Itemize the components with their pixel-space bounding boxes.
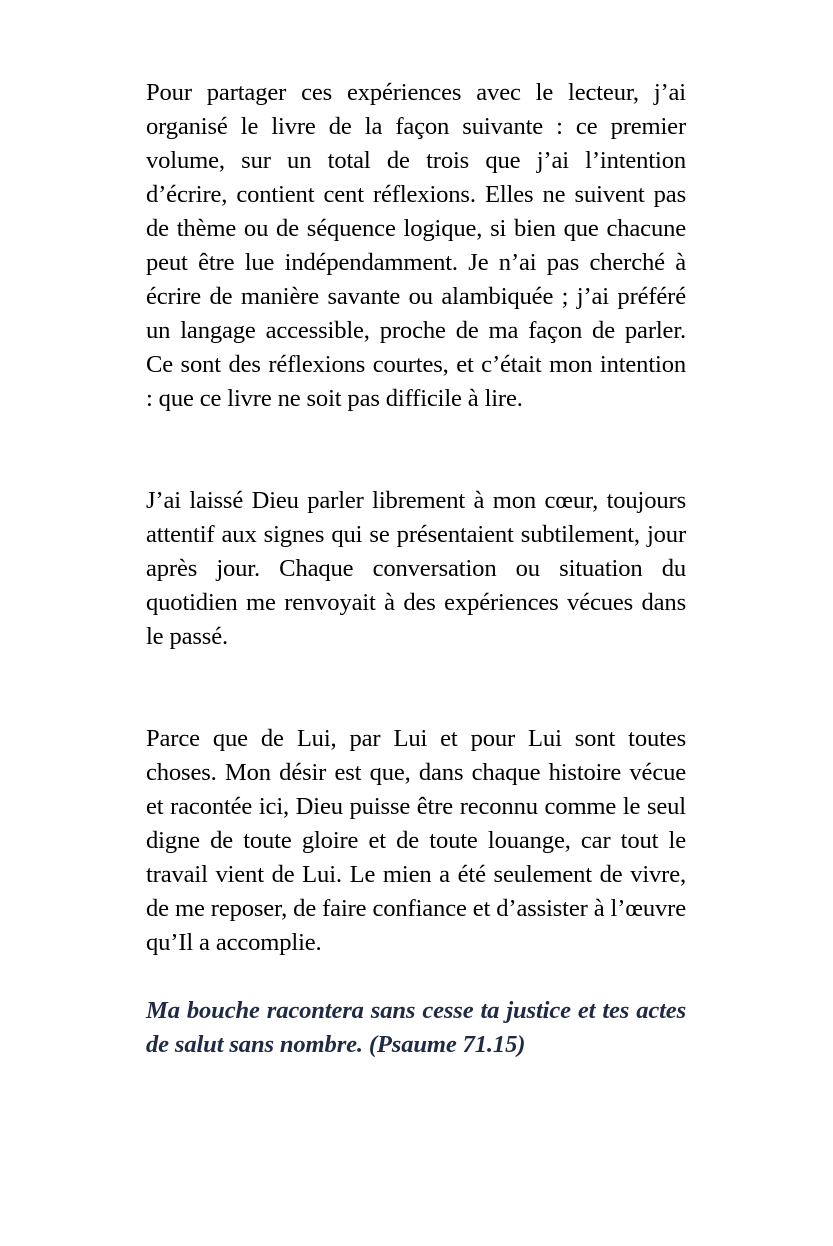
- paragraph-3: Parce que de Lui, par Lui et pour Lui sont toutes choses. Mon désir est que, dans chaque histoire vécue et racontée ici, Dieu puisse être reconnu comme le seul digne de toute gloire et de toute louange, car tout le travail vient de Lui. Le mien a été seulement de vivre, de me reposer, de faire confiance et d’assister à l’œuvre qu’Il a accomplie.: [146, 725, 686, 956]
- scripture-quote: Ma bouche racontera sans cesse ta justice et tes actes de salut sans nombre. (Psaume 71.15): [146, 997, 686, 1058]
- paragraph-2: J’ai laissé Dieu parler librement à mon cœur, toujours attentif aux signes qui se présentaient subtilement, jour après jour. Chaque conversation ou situation du quotidien me renvoyait à des expériences vécues dans le passé.: [146, 487, 686, 650]
- paragraph-1: Pour partager ces expériences avec le lecteur, j’ai organisé le livre de la façon suivante : ce premier volume, sur un total de trois que j’ai l’intention d’écrire, contient cent réflexions. Elles ne suivent pas de thème ou de séquence logique, si bien que chacune peut être lue indépendamment. Je n’ai pas cherché à écrire de manière savante ou alambiquée ; j’ai préféré un langage accessible, proche de ma façon de parler. Ce sont des réflexions courtes, et c’était mon intention : que ce livre ne soit pas difficile à lire.: [146, 79, 686, 412]
